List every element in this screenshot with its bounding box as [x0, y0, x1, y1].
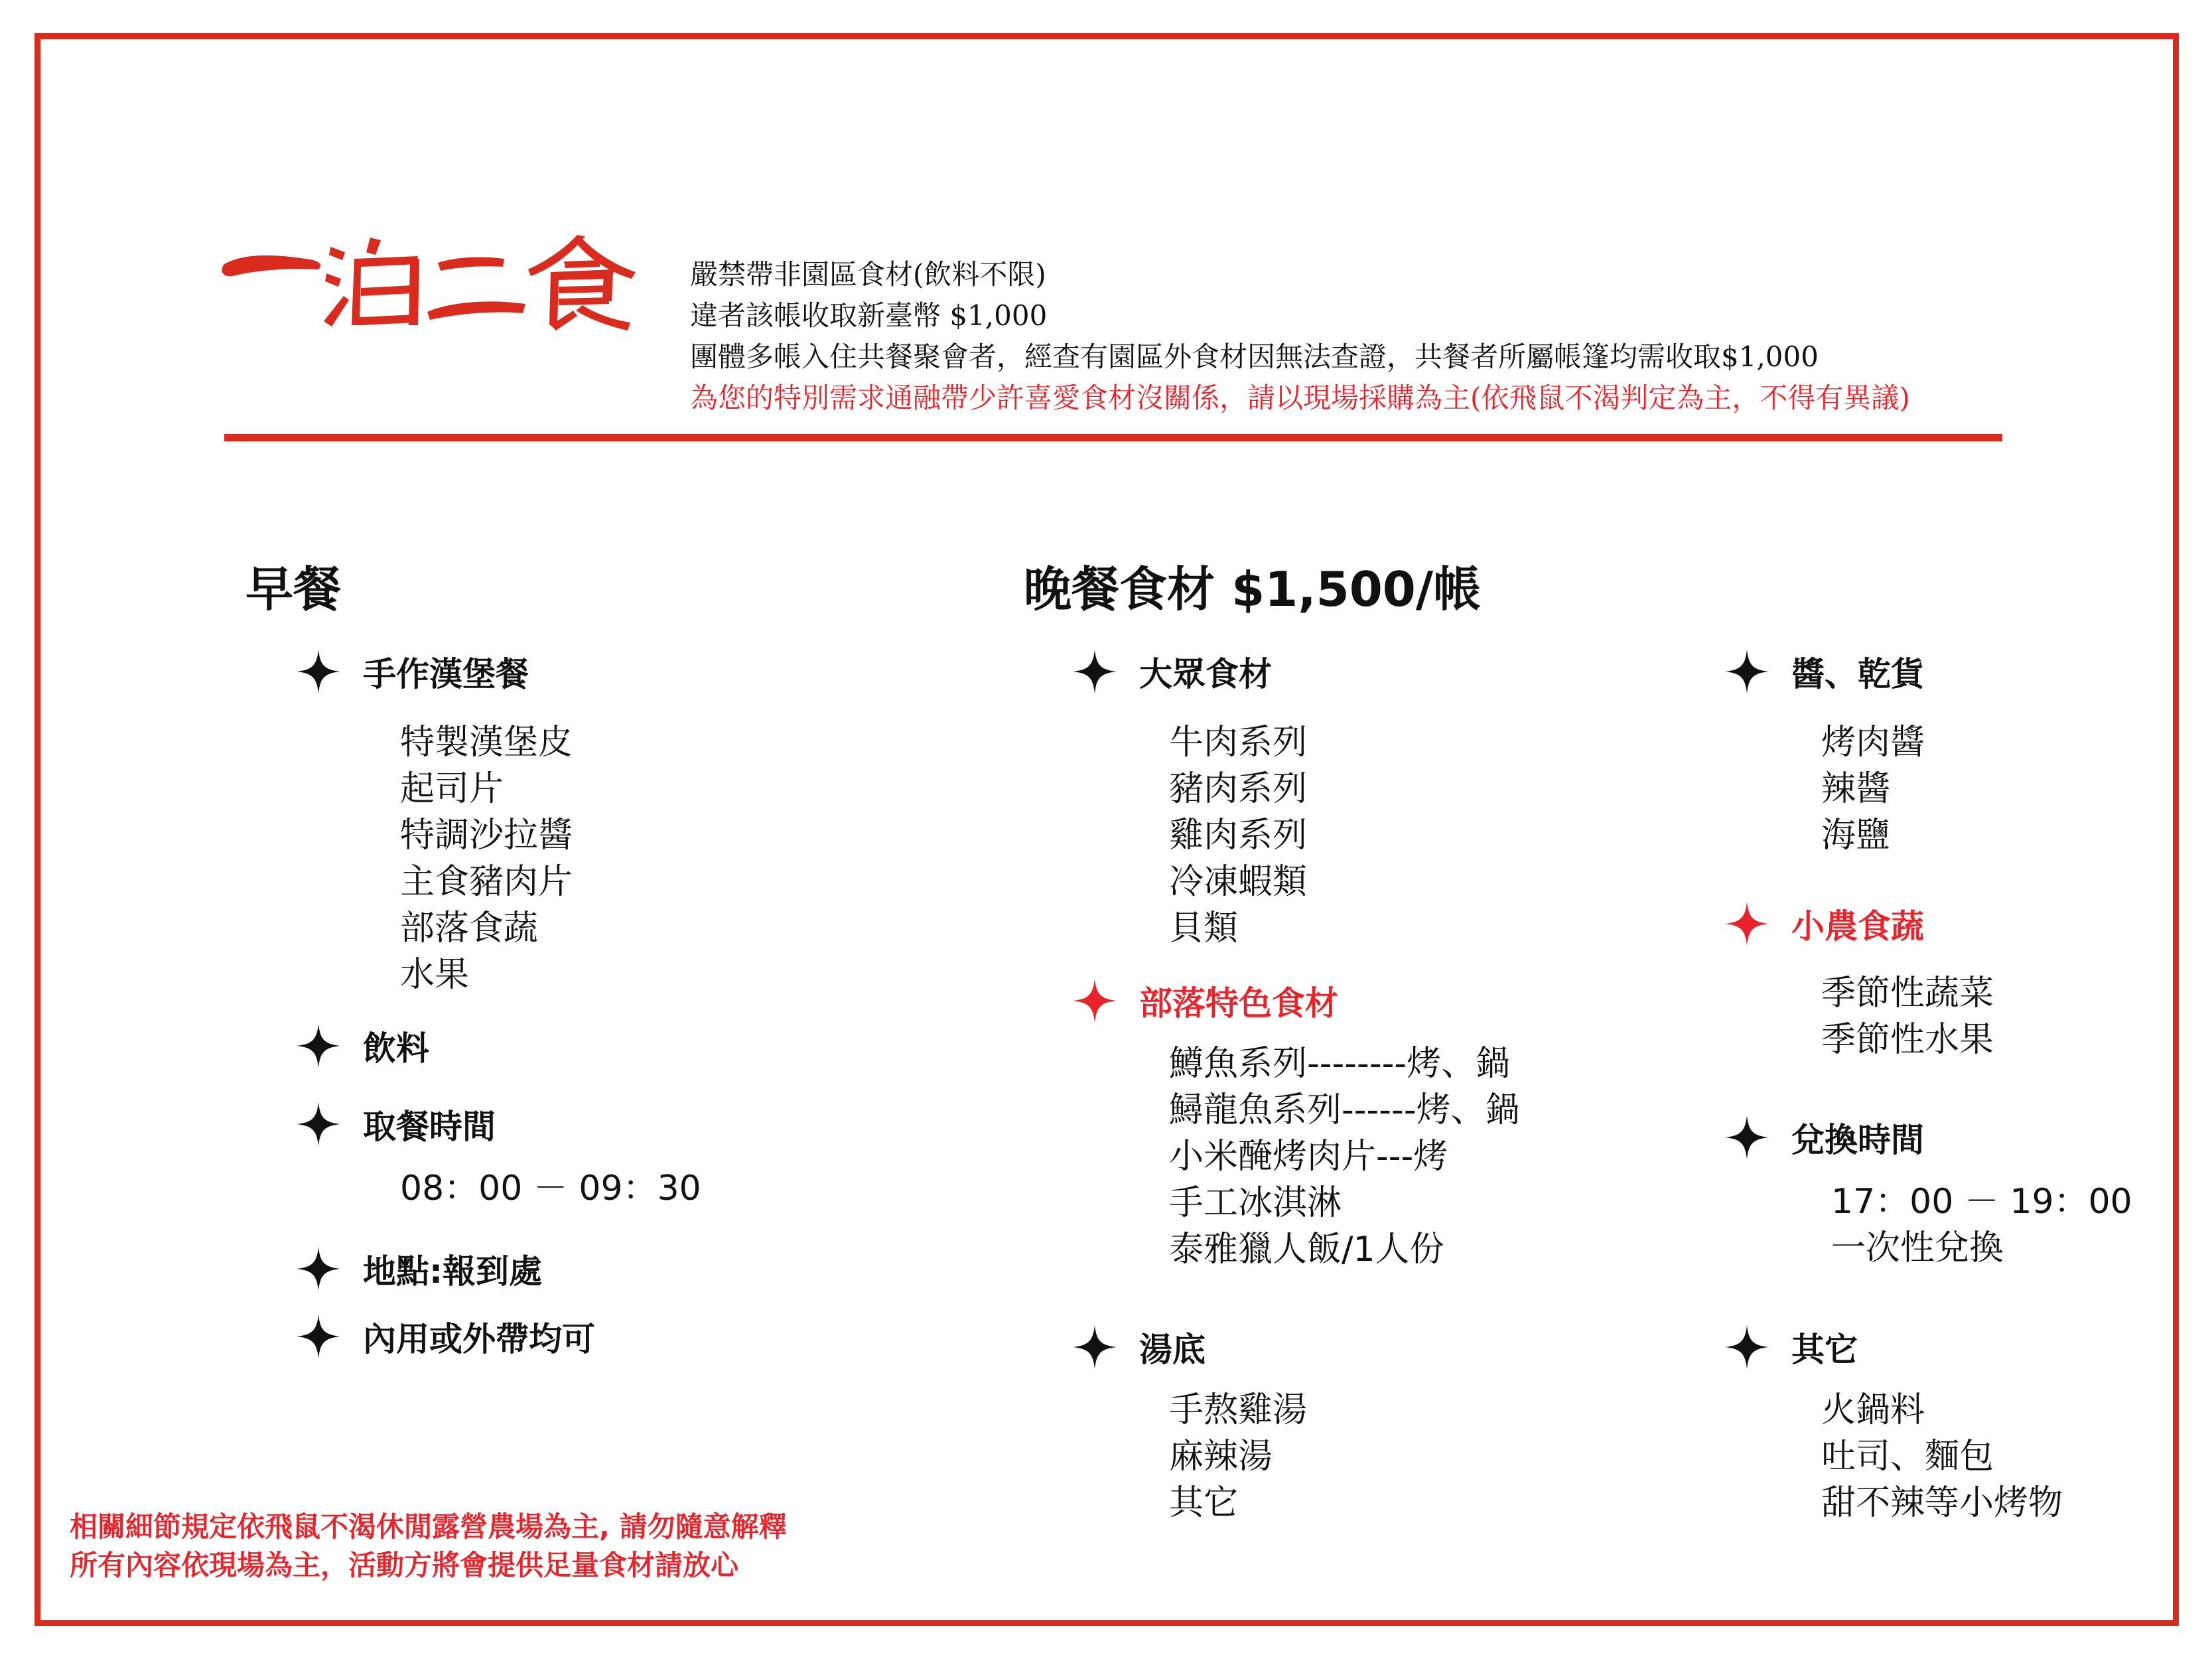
star-bullet-icon [1073, 1325, 1117, 1369]
logo [219, 232, 637, 332]
meal-time-label: 取餐時間 [363, 1108, 496, 1146]
soup-base-items [1169, 1387, 1307, 1526]
list-item: 部落食蔬 [400, 908, 539, 948]
soup-base-heading [1073, 1323, 1206, 1371]
list-item: 海鹽 [1821, 816, 1891, 855]
star-bullet-icon [1073, 979, 1117, 1023]
sauce-heading [1725, 648, 1924, 695]
star-bullet-icon [297, 1247, 340, 1291]
list-item: 小米醃烤肉片---烤 [1169, 1137, 1448, 1177]
star-bullet-icon [297, 1102, 340, 1146]
logo-brush-icon [219, 232, 637, 332]
farm-produce-heading [1725, 900, 1924, 948]
exchange-note: 一次性兌換 [1831, 1228, 2004, 1268]
exchange-time-value: 17：00 － 19：00 [1831, 1182, 2132, 1222]
list-item: 烤肉醬 [1821, 723, 1925, 762]
exchange-time-label: 兌換時間 [1791, 1121, 1924, 1159]
meal-time-heading [297, 1100, 496, 1148]
list-item: 甜不辣等小烤物 [1821, 1483, 2063, 1523]
other-label: 其它 [1791, 1331, 1858, 1369]
list-item: 辣醬 [1821, 769, 1891, 809]
list-item: 手熬雞湯 [1169, 1390, 1308, 1430]
list-item: 手工冰淇淋 [1169, 1183, 1342, 1223]
tribal-ingredients-label: 部落特色食材 [1139, 984, 1338, 1023]
star-bullet-icon [297, 1024, 340, 1068]
star-bullet-icon [297, 650, 340, 693]
dine-option-label: 內用或外帶均可 [363, 1320, 595, 1358]
list-item: 季節性蔬菜 [1821, 974, 1994, 1013]
exchange-time-items [1831, 1179, 2132, 1271]
star-bullet-icon [1725, 1325, 1769, 1369]
notice-line-4: 為您的特別需求通融帶少許喜愛食材沒關係，請以現場採購為主(依飛鼠不渴判定為主，不得有異議) [690, 382, 1910, 414]
footer-note [70, 1508, 787, 1585]
breakfast-set-label: 手作漢堡餐 [363, 655, 529, 693]
soup-base-label: 湯底 [1139, 1331, 1206, 1369]
sauce-items [1821, 719, 1925, 859]
common-ingredients-items [1169, 719, 1307, 952]
list-item: 鱘龍魚系列------烤、鍋 [1169, 1090, 1520, 1130]
star-bullet-icon [1073, 650, 1117, 693]
footer-line-2: 所有內容依現場為主，活動方將會提供足量食材請放心 [70, 1549, 739, 1581]
list-item: 主食豬肉片 [400, 862, 573, 902]
notice-line-3: 團體多帳入住共餐聚會者，經查有園區外食材因無法查證，共餐者所屬帳篷均需收取$1,000 [690, 340, 1819, 373]
list-item: 特製漢堡皮 [400, 723, 573, 762]
notice-line-2: 違者該帳收取新臺幣 $1,000 [690, 299, 1048, 332]
other-heading [1725, 1323, 1858, 1371]
exchange-time-heading [1725, 1114, 1924, 1161]
header-divider [224, 434, 2002, 441]
meal-time-value-block [400, 1165, 701, 1212]
notice-block [690, 254, 1910, 419]
location-heading [297, 1245, 542, 1293]
meal-time-value: 08：00 － 09：30 [400, 1169, 701, 1208]
list-item: 貝類 [1169, 908, 1239, 948]
list-item: 豬肉系列 [1169, 769, 1308, 809]
notice-line-1: 嚴禁帶非園區食材(飲料不限) [690, 258, 1046, 291]
list-item: 雞肉系列 [1169, 816, 1308, 855]
list-item: 吐司、麵包 [1821, 1437, 1994, 1477]
drinks-label: 飲料 [363, 1029, 429, 1068]
list-item: 水果 [400, 955, 470, 995]
footer-line-1: 相關細節規定依飛鼠不渴休閒露營農場為主, 請勿隨意解釋 [70, 1510, 787, 1543]
breakfast-title: 早餐 [245, 561, 342, 617]
star-bullet-icon [1725, 1116, 1769, 1159]
drinks-heading [297, 1022, 429, 1070]
dinner-title: 晚餐食材 $1,500/帳 [1024, 561, 1482, 617]
farm-produce-label: 小農食蔬 [1791, 907, 1924, 946]
breakfast-set-items [400, 719, 573, 998]
list-item: 季節性水果 [1821, 1020, 1994, 1060]
list-item: 起司片 [400, 769, 504, 809]
list-item: 冷凍蝦類 [1169, 862, 1308, 902]
star-bullet-icon [297, 1315, 340, 1358]
list-item: 泰雅獵人飯/1人份 [1169, 1230, 1444, 1269]
other-items [1821, 1387, 2063, 1526]
tribal-ingredients-heading [1073, 977, 1338, 1025]
star-bullet-icon [1725, 902, 1769, 946]
list-item: 其它 [1169, 1483, 1239, 1523]
breakfast-set-heading [297, 648, 529, 695]
location-label: 地點:報到處 [363, 1252, 542, 1291]
list-item: 鱒魚系列--------烤、鍋 [1169, 1044, 1511, 1084]
common-ingredients-label: 大眾食材 [1139, 655, 1272, 693]
tribal-ingredients-items [1169, 1041, 1520, 1273]
list-item: 火鍋料 [1821, 1390, 1925, 1430]
common-ingredients-heading [1073, 648, 1272, 695]
dine-option-heading [297, 1313, 595, 1360]
star-bullet-icon [1725, 650, 1769, 693]
farm-produce-items [1821, 970, 1994, 1063]
list-item: 牛肉系列 [1169, 723, 1308, 762]
list-item: 特調沙拉醬 [400, 816, 573, 855]
list-item: 麻辣湯 [1169, 1437, 1273, 1477]
sauce-label: 醬、乾貨 [1791, 655, 1924, 693]
